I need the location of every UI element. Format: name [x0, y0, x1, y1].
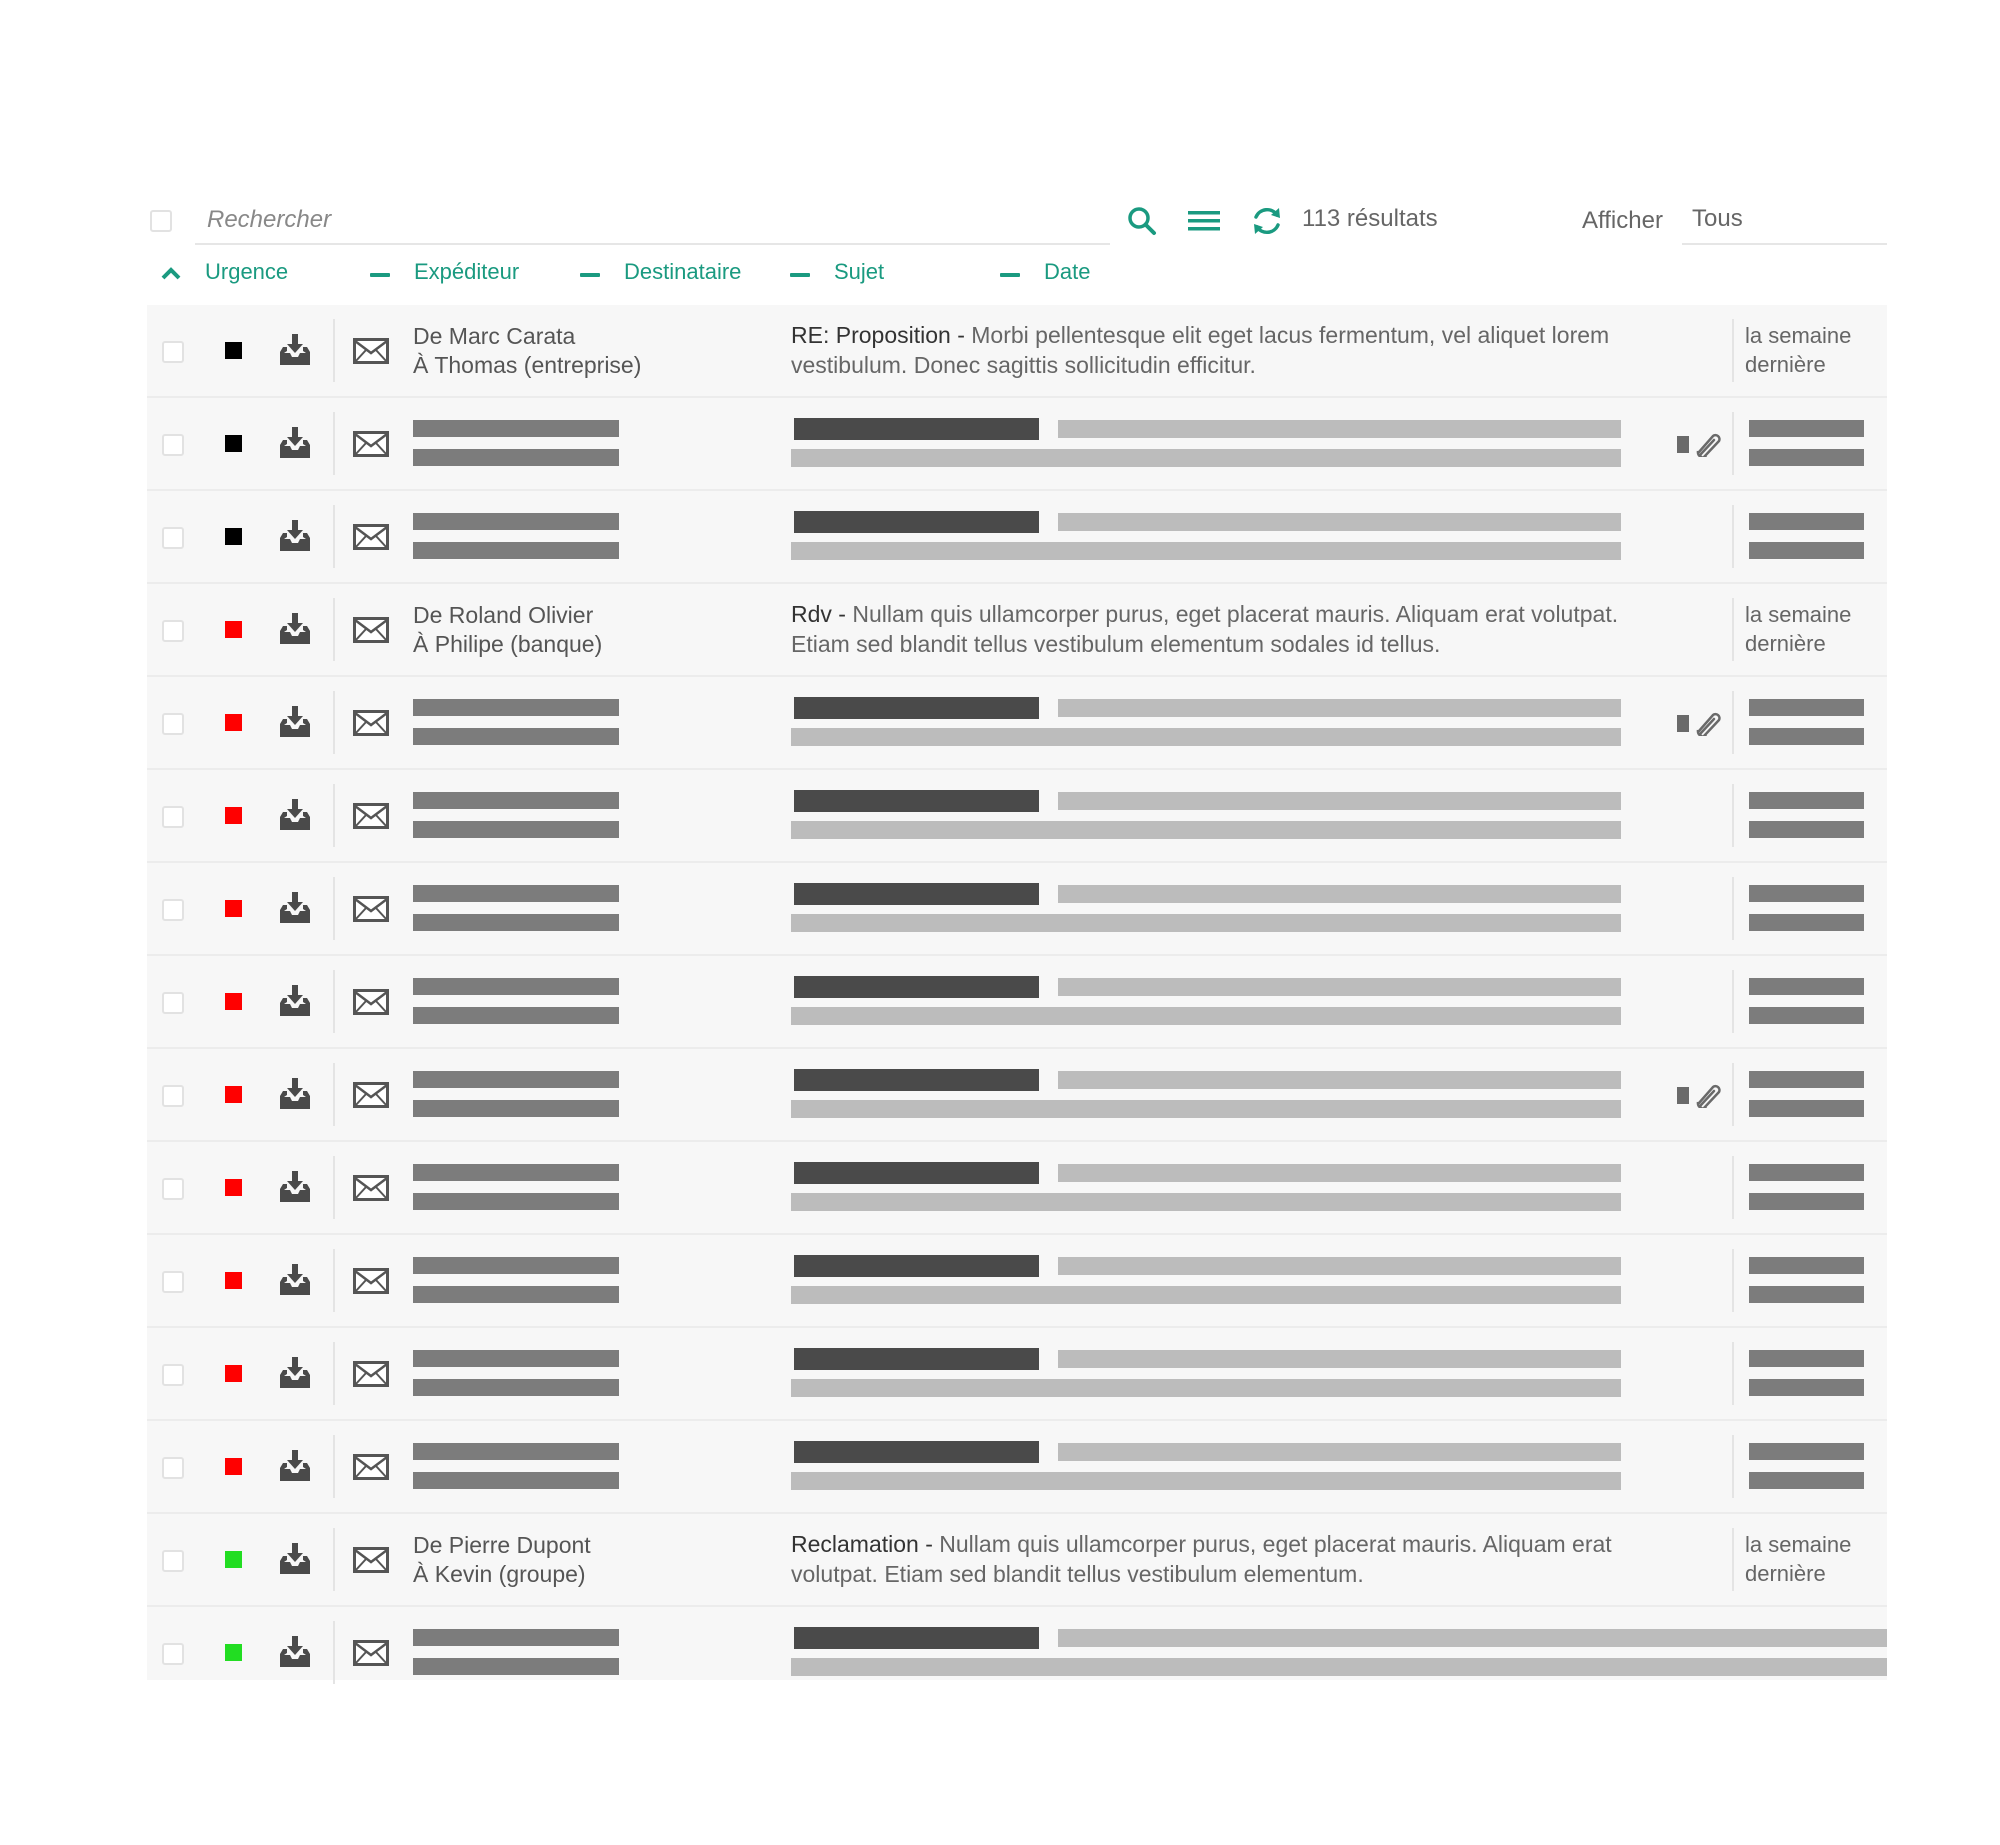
column-divider — [333, 412, 335, 475]
subject-preview-placeholder — [791, 914, 1621, 932]
sort-urgence[interactable] — [161, 259, 288, 285]
urgency-indicator — [225, 435, 242, 452]
mail-row[interactable] — [147, 1421, 1887, 1514]
subject-preview-placeholder — [1058, 420, 1621, 438]
date-label — [1745, 1530, 1851, 1588]
column-divider — [1732, 877, 1734, 940]
subject-preview-placeholder — [791, 542, 1621, 560]
mail-row[interactable] — [147, 1607, 1887, 1680]
subject-preview-placeholder — [1058, 1164, 1621, 1182]
column-divider — [1732, 1528, 1734, 1591]
sender-placeholder — [413, 1350, 619, 1367]
date-placeholder — [1749, 420, 1864, 437]
inbox-icon[interactable] — [277, 1634, 313, 1670]
envelope-icon — [353, 1082, 389, 1108]
inbox-icon[interactable] — [277, 1262, 313, 1298]
inbox-icon[interactable] — [277, 425, 313, 461]
search-input[interactable] — [205, 203, 769, 237]
subject-title: Rdv - — [791, 601, 846, 627]
recipient-placeholder — [413, 1379, 619, 1396]
date-placeholder — [1749, 1443, 1864, 1460]
envelope-icon — [353, 989, 389, 1015]
date-placeholder — [1749, 914, 1864, 931]
select-all-checkbox[interactable] — [150, 210, 172, 232]
column-divider — [1732, 1342, 1734, 1405]
attachment-icon[interactable] — [1677, 710, 1725, 736]
dash-icon — [370, 263, 390, 283]
column-divider — [1732, 319, 1734, 382]
row-checkbox[interactable] — [162, 527, 184, 549]
column-divider — [333, 784, 335, 847]
mail-row[interactable] — [147, 398, 1887, 491]
date-placeholder — [1749, 1286, 1864, 1303]
subject-title-placeholder — [794, 511, 1039, 533]
column-divider — [333, 877, 335, 940]
refresh-icon[interactable] — [1247, 201, 1287, 241]
sender-recipient — [413, 322, 641, 380]
column-divider — [1732, 1063, 1734, 1126]
subject-body: Nullam quis ullamcorper purus, eget placerat mauris. Aliquam erat volutpat. Etiam sed blandit tellus vestibulum elementum sodales id tellus. — [791, 601, 1619, 657]
mail-row[interactable] — [147, 1514, 1887, 1607]
column-divider — [333, 1435, 335, 1498]
afficher-label: Afficher — [1582, 207, 1663, 234]
sort-date-label: Date — [1044, 259, 1091, 284]
urgency-indicator — [225, 1365, 242, 1382]
sender-name: De Pierre Dupont — [413, 1532, 591, 1558]
sort-expediteur[interactable] — [370, 259, 519, 285]
chevron-up-icon — [161, 263, 181, 283]
subject-body: Nullam quis ullamcorper purus, eget placerat mauris. Aliquam erat volutpat. Etiam sed blandit tellus vestibulum elementum. — [791, 1531, 1612, 1587]
sender-placeholder — [413, 1071, 619, 1088]
sender-placeholder — [413, 1629, 619, 1646]
date-placeholder — [1749, 699, 1864, 716]
subject-preview[interactable] — [791, 320, 1631, 380]
column-divider — [1732, 1156, 1734, 1219]
column-divider — [1732, 784, 1734, 847]
subject-title: Reclamation - — [791, 1531, 933, 1557]
date-line-2: dernière — [1745, 631, 1826, 656]
subject-title-placeholder — [794, 1162, 1039, 1184]
subject-preview-placeholder — [791, 449, 1621, 467]
subject-preview-placeholder — [791, 728, 1621, 746]
date-placeholder — [1749, 1164, 1864, 1181]
row-checkbox[interactable] — [162, 899, 184, 921]
sort-sujet[interactable] — [790, 259, 884, 285]
subject-preview-placeholder — [791, 1007, 1621, 1025]
envelope-icon — [353, 524, 389, 550]
date-placeholder — [1749, 1007, 1864, 1024]
sender-placeholder — [413, 978, 619, 995]
inbox-icon[interactable] — [277, 890, 313, 926]
recipient-placeholder — [413, 1658, 619, 1675]
inbox-icon[interactable] — [277, 611, 313, 647]
date-line-1: la semaine — [1745, 323, 1852, 348]
urgency-indicator — [225, 807, 242, 824]
sort-header — [147, 245, 1887, 305]
subject-title-placeholder — [794, 1348, 1039, 1370]
toolbar — [147, 195, 1887, 245]
urgency-indicator — [225, 1458, 242, 1475]
search-icon[interactable] — [1122, 201, 1162, 241]
sort-destinataire[interactable] — [580, 259, 741, 285]
sender-name: De Marc Carata — [413, 323, 576, 349]
sort-destinataire-label: Destinataire — [624, 259, 742, 284]
subject-title: RE: Proposition - — [791, 322, 965, 348]
urgency-indicator — [225, 1086, 242, 1103]
subject-preview-placeholder — [791, 1658, 1887, 1676]
date-placeholder — [1749, 1257, 1864, 1274]
subject-title-placeholder — [794, 1441, 1039, 1463]
row-checkbox[interactable] — [162, 1085, 184, 1107]
subject-title-placeholder — [794, 976, 1039, 998]
column-divider — [333, 1156, 335, 1219]
date-label — [1745, 321, 1851, 379]
column-divider — [1732, 691, 1734, 754]
sender-placeholder — [413, 513, 619, 530]
envelope-icon — [353, 1361, 389, 1387]
column-divider — [1732, 1435, 1734, 1498]
envelope-icon — [353, 803, 389, 829]
column-divider — [333, 1621, 335, 1684]
mail-row[interactable] — [147, 677, 1887, 770]
recipient-placeholder — [413, 1286, 619, 1303]
row-checkbox[interactable] — [162, 1271, 184, 1293]
subject-preview-placeholder — [1058, 1629, 1887, 1647]
inbox-icon[interactable] — [277, 704, 313, 740]
mail-row[interactable] — [147, 956, 1887, 1049]
date-placeholder — [1749, 1379, 1864, 1396]
subject-preview-placeholder — [1058, 978, 1621, 996]
urgency-indicator — [225, 1551, 242, 1568]
results-count: 113 résultats — [1302, 205, 1438, 232]
mail-row[interactable] — [147, 1049, 1887, 1142]
urgency-indicator — [225, 621, 242, 638]
mail-row[interactable] — [147, 584, 1887, 677]
date-placeholder — [1749, 513, 1864, 530]
row-checkbox[interactable] — [162, 1457, 184, 1479]
subject-title-placeholder — [794, 790, 1039, 812]
column-divider — [1732, 505, 1734, 568]
sender-recipient — [413, 601, 602, 659]
date-line-1: la semaine — [1745, 1532, 1852, 1557]
recipient-placeholder — [413, 1100, 619, 1117]
subject-preview-placeholder — [791, 1193, 1621, 1211]
mail-row[interactable] — [147, 1235, 1887, 1328]
sender-placeholder — [413, 1257, 619, 1274]
attachment-icon[interactable] — [1677, 431, 1725, 457]
subject-body: Morbi pellentesque elit eget lacus fermentum, vel aliquet lorem vestibulum. Donec sagittis sollicitudin efficitur. — [791, 322, 1610, 378]
sender-placeholder — [413, 420, 619, 437]
mail-row[interactable] — [147, 770, 1887, 863]
recipient-placeholder — [413, 1193, 619, 1210]
subject-title-placeholder — [794, 883, 1039, 905]
subject-preview-placeholder — [1058, 1350, 1621, 1368]
sender-placeholder — [413, 699, 619, 716]
dash-icon — [1000, 263, 1020, 283]
date-placeholder — [1749, 1193, 1864, 1210]
column-divider — [333, 1249, 335, 1312]
subject-preview-placeholder — [1058, 699, 1621, 717]
inbox-icon[interactable] — [277, 1076, 313, 1112]
mail-list — [147, 305, 1887, 1680]
mail-list-app — [147, 195, 1887, 1680]
subject-title-placeholder — [794, 1069, 1039, 1091]
recipient-placeholder — [413, 914, 619, 931]
sort-expediteur-label: Expéditeur — [414, 259, 520, 284]
urgency-indicator — [225, 1179, 242, 1196]
subject-preview-placeholder — [1058, 1257, 1621, 1275]
column-divider — [333, 319, 335, 382]
envelope-icon — [353, 1640, 389, 1666]
row-checkbox[interactable] — [162, 992, 184, 1014]
sort-urgence-label: Urgence — [205, 259, 289, 284]
mail-row[interactable] — [147, 305, 1887, 398]
column-divider — [333, 1528, 335, 1591]
subject-title-placeholder — [794, 1627, 1039, 1649]
sort-sujet-label: Sujet — [834, 259, 885, 284]
subject-preview-placeholder — [791, 1379, 1621, 1397]
subject-preview[interactable] — [791, 1529, 1631, 1589]
subject-preview-placeholder — [791, 1472, 1621, 1490]
envelope-icon — [353, 1454, 389, 1480]
envelope-icon — [353, 431, 389, 457]
date-placeholder — [1749, 542, 1864, 559]
envelope-icon — [353, 896, 389, 922]
recipient-placeholder — [413, 542, 619, 559]
dash-icon — [580, 263, 600, 283]
subject-preview-placeholder — [791, 821, 1621, 839]
inbox-icon[interactable] — [277, 983, 313, 1019]
row-checkbox[interactable] — [162, 1643, 184, 1665]
urgency-indicator — [225, 900, 242, 917]
envelope-icon — [353, 1175, 389, 1201]
sender-placeholder — [413, 1443, 619, 1460]
subject-preview-placeholder — [1058, 1443, 1621, 1461]
row-checkbox[interactable] — [162, 806, 184, 828]
column-divider — [333, 691, 335, 754]
subject-preview[interactable] — [791, 599, 1631, 659]
date-placeholder — [1749, 1100, 1864, 1117]
subject-preview-placeholder — [791, 1100, 1621, 1118]
date-placeholder — [1749, 978, 1864, 995]
inbox-icon[interactable] — [277, 1169, 313, 1205]
sort-date[interactable] — [1000, 259, 1090, 285]
date-line-2: dernière — [1745, 352, 1826, 377]
date-label — [1745, 600, 1851, 658]
mail-row[interactable] — [147, 491, 1887, 584]
row-checkbox[interactable] — [162, 1550, 184, 1572]
recipient-placeholder — [413, 821, 619, 838]
envelope-icon — [353, 710, 389, 736]
column-divider — [1732, 970, 1734, 1033]
sender-name: De Roland Olivier — [413, 602, 594, 628]
recipient-placeholder — [413, 449, 619, 466]
column-divider — [333, 1342, 335, 1405]
sender-recipient — [413, 1531, 591, 1589]
date-placeholder — [1749, 885, 1864, 902]
menu-icon[interactable] — [1184, 201, 1224, 241]
envelope-icon — [353, 617, 389, 643]
subject-title-placeholder — [794, 1255, 1039, 1277]
inbox-icon[interactable] — [277, 797, 313, 833]
column-divider — [333, 598, 335, 661]
mail-row[interactable] — [147, 863, 1887, 956]
urgency-indicator — [225, 993, 242, 1010]
column-divider — [333, 505, 335, 568]
column-divider — [333, 970, 335, 1033]
envelope-icon — [353, 338, 389, 364]
envelope-icon — [353, 1547, 389, 1573]
subject-preview-placeholder — [1058, 792, 1621, 810]
afficher-select[interactable]: Tous — [1682, 195, 1887, 245]
date-placeholder — [1749, 728, 1864, 745]
row-checkbox[interactable] — [162, 1364, 184, 1386]
sender-placeholder — [413, 885, 619, 902]
row-checkbox[interactable] — [162, 620, 184, 642]
date-placeholder — [1749, 1071, 1864, 1088]
inbox-icon[interactable] — [277, 518, 313, 554]
subject-preview-placeholder — [791, 1286, 1621, 1304]
inbox-icon[interactable] — [277, 1541, 313, 1577]
row-checkbox[interactable] — [162, 341, 184, 363]
date-placeholder — [1749, 1472, 1864, 1489]
inbox-icon[interactable] — [277, 1355, 313, 1391]
recipient-placeholder — [413, 1007, 619, 1024]
subject-preview-placeholder — [1058, 885, 1621, 903]
dash-icon — [790, 263, 810, 283]
column-divider — [1732, 598, 1734, 661]
row-checkbox[interactable] — [162, 434, 184, 456]
envelope-icon — [353, 1268, 389, 1294]
mail-row[interactable] — [147, 1328, 1887, 1421]
mail-row[interactable] — [147, 1142, 1887, 1235]
attachment-icon[interactable] — [1677, 1082, 1725, 1108]
urgency-indicator — [225, 714, 242, 731]
recipient-name: À Thomas (entreprise) — [413, 352, 642, 378]
sender-placeholder — [413, 792, 619, 809]
urgency-indicator — [225, 1644, 242, 1661]
date-placeholder — [1749, 449, 1864, 466]
recipient-name: À Kevin (groupe) — [413, 1561, 586, 1587]
inbox-icon[interactable] — [277, 1448, 313, 1484]
inbox-icon[interactable] — [277, 332, 313, 368]
date-placeholder — [1749, 1350, 1864, 1367]
urgency-indicator — [225, 342, 242, 359]
recipient-placeholder — [413, 728, 619, 745]
urgency-indicator — [225, 528, 242, 545]
subject-title-placeholder — [794, 418, 1039, 440]
date-placeholder — [1749, 821, 1864, 838]
search-bar — [195, 195, 1110, 245]
date-line-2: dernière — [1745, 1561, 1826, 1586]
sender-placeholder — [413, 1164, 619, 1181]
date-line-1: la semaine — [1745, 602, 1852, 627]
date-placeholder — [1749, 792, 1864, 809]
urgency-indicator — [225, 1272, 242, 1289]
column-divider — [1732, 1249, 1734, 1312]
subject-title-placeholder — [794, 697, 1039, 719]
column-divider — [333, 1063, 335, 1126]
recipient-placeholder — [413, 1472, 619, 1489]
subject-preview-placeholder — [1058, 1071, 1621, 1089]
recipient-name: À Philipe (banque) — [413, 631, 603, 657]
column-divider — [1732, 412, 1734, 475]
subject-preview-placeholder — [1058, 513, 1621, 531]
row-checkbox[interactable] — [162, 1178, 184, 1200]
row-checkbox[interactable] — [162, 713, 184, 735]
